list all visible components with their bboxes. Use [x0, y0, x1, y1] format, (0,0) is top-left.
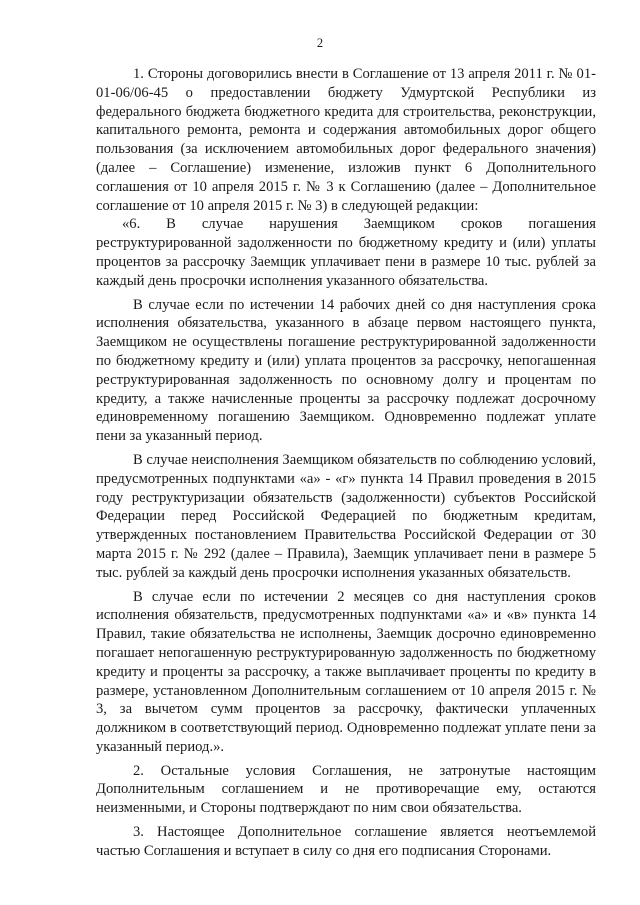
paragraph-3-entry-into-force: 3. Настоящее Дополнительное соглашение является неотъемлемой частью Соглашения и вступает в силу со дня его подписания Сторонами.	[96, 824, 596, 859]
paragraph-rules-violation-penalty: В случае неисполнения Заемщиком обязательств по соблюдению условий, предусмотренных подпунктами «а» - «г» пункта 14 Правил проведения в 2015 году реструктуризации обязательств (задолженности) субъектов Российской Федерации перед Российской Федерацией по бюджетным кредитам, утвержденных постановлением Правительства Российской Федерации от 30 марта 2015 г. № 292 (далее – Правила), Заемщик уплачивает пени в размере 5 тыс. рублей за каждый день просрочки исполнения указанных обязательств.	[96, 451, 596, 581]
page-number: 2	[316, 36, 324, 50]
paragraph-early-repayment-14-days: В случае если по истечении 14 рабочих дней со дня наступления срока исполнения обязательства, указанного в абзаце первом настоящего пункта, Заемщиком не осуществлены погашение реструктурированной задолженности по бюджетному кредиту и (или) уплата процентов за рассрочку, непогашенная реструктурированная задолженность по основному долгу и процентам по кредиту, а также начисленные проценты за рассрочку подлежат досрочному единовременному погашению Заемщиком. Одновременно подлежат уплате пени за указанный период.	[96, 296, 596, 445]
paragraph-early-repayment-2-months: В случае если по истечении 2 месяцев со дня наступления сроков исполнения обязательств, предусмотренных подпунктами «а» и «в» пункта 14 Правил, такие обязательства не исполнены, Заемщик досрочно единовременно погашает непогашенную реструктурированную задолженность по бюджетному кредиту и проценты за рассрочку, а также выплачивает проценты по кредиту в размере, установленном Дополнительным соглашением от 10 апреля 2015 г. № 3, за вычетом сумм процентов за рассрочку, фактически уплаченных должником в соответствующий период. Одновременно подлежат уплате пени за указанный период.».	[96, 588, 596, 755]
document-body	[96, 65, 596, 861]
paragraph-2-other-terms: 2. Остальные условия Соглашения, не затронутые настоящим Дополнительным соглашением и не противоречащие ему, остаются неизменными, и Стороны подтверждают по ним свои обязательства.	[96, 762, 596, 817]
paragraph-1-amendment-intro: 1. Стороны договорились внести в Соглашение от 13 апреля 2011 г. № 01-01-06/06-45 о предоставлении бюджету Удмуртской Республики из федерального бюджета бюджетного кредита для строительства, реконструкции, капитального ремонта, ремонта и содержания автомобильных дорог общего пользования (за исключением автомобильных дорог федерального значения) (далее – Соглашение) изменение, изложив пункт 6 Дополнительного соглашения от 10 апреля 2015 г. № 3 к Соглашению (далее – Дополнительное соглашение от 10 апреля 2015 г. № 3) в следующей редакции:	[96, 66, 596, 214]
paragraph-point-6-penalty: «6. В случае нарушения Заемщиком сроков погашения реструктурированной задолженности по бюджетному кредиту и (или) уплаты процентов за рассрочку Заемщик уплачивает пени в размере 10 тыс. рублей за каждый день просрочки исполнения указанного обязательства.	[96, 216, 596, 289]
